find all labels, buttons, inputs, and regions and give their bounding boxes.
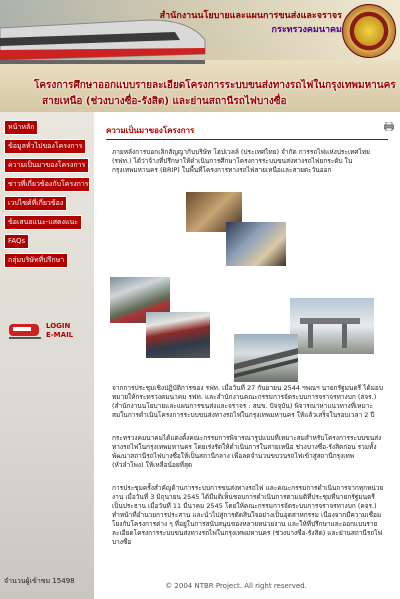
train-icon: [8, 320, 42, 342]
elevated-structure-photo: [290, 298, 374, 354]
paragraph-2: จากการประชุมเชิงปฏิบัติการของ รฟท. เมื่อวันที่ 27 กันยายน 2544 ฯพณฯ นายกรัฐมนตรี ได้มอบหมายให้กระทรวงคมนาคม รฟท. และสำนักงานคณะกรรมการจัดระบบการจราจรทางบก (สจร.) (สำนักงานนโยบายและแผนการขนส่งและจราจร : สนข. ปัจจุบัน) พิจารณาหาแนวทางที่เหมาะสมในการดำเนินโครงการระบบขนส่งทางรถไฟในกรุงเทพมหานคร ให้แล้วเสร็จในรอบเวลา 2 ปี: [112, 384, 383, 419]
sidebar-item-home[interactable]: หน้าหลัก: [4, 120, 38, 135]
sidebar-item-links[interactable]: เวปไซด์ที่เกี่ยวข้อง: [4, 196, 67, 211]
sidebar-item-project-info[interactable]: ข้อมูลทั่วไปของโครงการ: [4, 139, 86, 154]
page-title: ความเป็นมาของโครงการ: [106, 124, 388, 140]
sidebar-item-consultants[interactable]: กลุ่มบริษัทที่ปรึกษา: [4, 253, 68, 268]
elevated-railway-photo: [234, 334, 298, 382]
header-banner: [0, 0, 400, 112]
paragraph-1: ภายหลังการบอกเลิกสัญญากับบริษัท โฮปเวลล์ (ประเทศไทย) จำกัด การรถไฟแห่งประเทศไทย (รฟท.) ได้ว่าจ้างที่ปรึกษาให้ดำเนินการศึกษาโครงการระบบขนส่งทางรถไฟยกระดับ ในกรุงเทพมหานคร (BRIP) ในพื้นที่โครงการทางรถไฟสายเหนือและสายตะวันออก: [112, 148, 370, 174]
agency-seal-logo: [342, 4, 396, 58]
agency-title: [160, 9, 342, 37]
sidebar-item-feedback[interactable]: ข้อเสนอแนะ-แสดงแนะ: [4, 215, 82, 230]
visitor-counter: จำนวนผู้เข้าชม 15498: [4, 577, 75, 585]
paragraph-4: การประชุมครั้งสำคัญด้านการระบบการขนส่งทางรถไฟ และคณะกรรมการดำเนินการจากทุกหน่วยงาน เมื่อวันที่ 3 มิถุนายน 2545 ได้มีมติเห็นชอบการดำเนินการตามมติที่ประชุมที่นายกรัฐมนตรี เป็นประธาน เมื่อวันที่ 11 มีนาคม 2545 โดยให้คณะกรรมการจัดระบบการจราจรทางบก (คจร.) ทำหน้าที่อำนวยการประสาน และนำไปสู่การตัดสินใจอย่างเป็นอุตสาหกรรม เนื่องจากมีความเชื่อมโยงกับโครงการต่าง ๆ ที่อยู่ในการสนับสนุนของหลายหน่วยงาน และให้ที่ปรึกษาและออกแบบรายละเอียดโครงการระบบขนส่งทางรถไฟในกรุงเทพมหานคร (ช่วงบางซื่อ-รังสิต) และย่านสถานีรถไฟบางซื่อ: [112, 484, 384, 546]
traffic-photo-2: [146, 312, 210, 358]
meeting-photo-2: [226, 222, 286, 266]
login-email-link[interactable]: [8, 320, 88, 346]
login-text: LOGIN: [46, 322, 71, 330]
ministry-name: กระทรวงคมนาคม: [271, 25, 342, 35]
main-content: [94, 112, 400, 599]
sidebar-item-background[interactable]: ความเป็นมาของโครงการ: [4, 158, 89, 173]
sidebar-menu: [4, 120, 90, 272]
agency-name: สำนักงานนโยบายและแผนการขนส่งและจราจร: [159, 11, 342, 21]
paragraph-3: กระทรวงคมนาคมได้แต่งตั้งคณะกรรมการพิจารณารูปแบบที่เหมาะสมสำหรับโครงการระบบขนส่งทางรถไฟในกรุงเทพมหานคร โดยเร่งรัดให้ดำเนินการในสายเหนือ ช่วงบางซื่อ-รังสิตก่อน รวมทั้งพัฒนาสถานีรถไฟบางซื่อให้เป็นสถานีกลาง เพื่อลดจำนวนขบวนรถไฟเข้าสู่สถานีกรุงเทพ (หัวลำโพง) ให้เหลือน้อยที่สุด: [112, 434, 382, 469]
project-title-line2: สายเหนือ (ช่วงบางซื่อ-รังสิต) และย่านสถานีรถไฟบางซื่อ: [42, 96, 287, 107]
project-title: [34, 78, 396, 110]
sidebar: [0, 112, 94, 599]
email-text: E-MAIL: [46, 331, 74, 339]
project-title-line1: โครงการศึกษาออกแบบรายละเอียดโครงการระบบขนส่งทางรถไฟในกรุงเทพมหานคร: [34, 80, 396, 91]
copyright-footer: © 2004 NTBR Project. All right reserved.: [165, 582, 307, 590]
login-label: [46, 322, 73, 340]
sidebar-item-news[interactable]: ข่าวที่เกี่ยวข้องกับโครงการ: [4, 177, 90, 192]
sidebar-item-faqs[interactable]: FAQs: [4, 234, 29, 249]
